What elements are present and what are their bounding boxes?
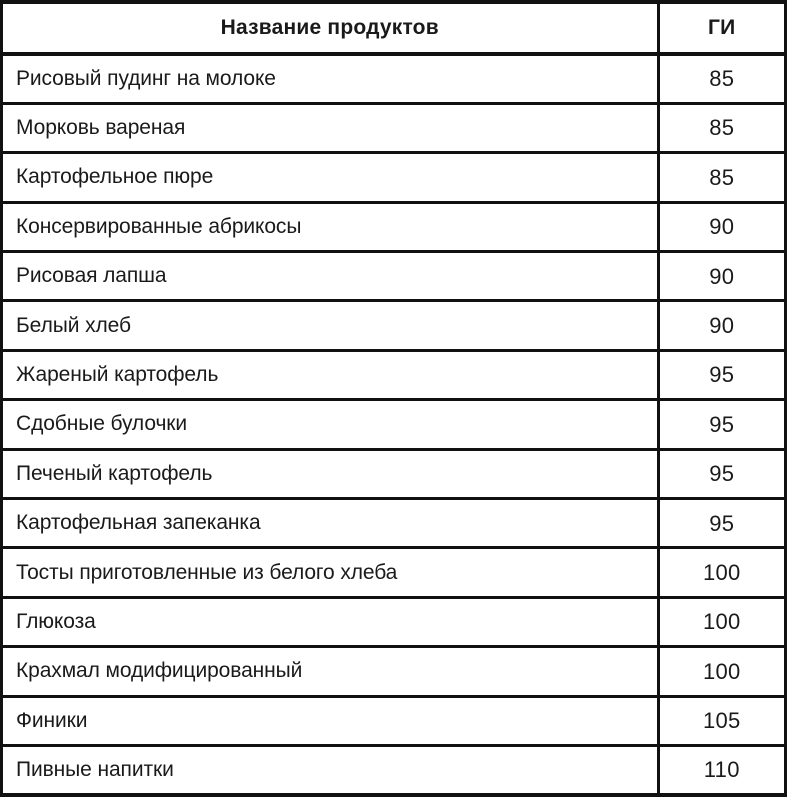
- table-row: [2, 252, 786, 301]
- cell-product-name: Картофельное пюре: [2, 153, 659, 202]
- cell-gi-value: 85: [658, 153, 786, 202]
- cell-product-name: Морковь вареная: [2, 103, 659, 152]
- cell-gi-value: 95: [658, 499, 786, 548]
- cell-gi-value: 85: [658, 103, 786, 152]
- table-row: [2, 449, 786, 498]
- cell-gi-value: 100: [658, 597, 786, 646]
- cell-gi-value: 95: [658, 350, 786, 399]
- cell-product-name: Рисовый пудинг на молоке: [2, 54, 659, 103]
- cell-gi-value: 105: [658, 696, 786, 745]
- column-header-gi: ГИ: [658, 2, 786, 54]
- table-header-row: [2, 2, 786, 54]
- cell-product-name: Жареный картофель: [2, 350, 659, 399]
- cell-product-name: Рисовая лапша: [2, 252, 659, 301]
- table-row: [2, 548, 786, 597]
- table-row: [2, 202, 786, 251]
- table-row: [2, 499, 786, 548]
- cell-product-name: Крахмал модифицированный: [2, 647, 659, 696]
- table-row: [2, 696, 786, 745]
- cell-gi-value: 110: [703, 757, 740, 783]
- cell-product-name: Пивные напитки: [2, 745, 659, 794]
- cell-product-name: Печеный картофель: [2, 449, 659, 498]
- cell-gi-value: 100: [658, 647, 786, 696]
- cell-product-name: Финики: [2, 696, 659, 745]
- table-row: [2, 350, 786, 399]
- table-row: [2, 103, 786, 152]
- table-row: [2, 400, 786, 449]
- table-row: [2, 301, 786, 350]
- cell-gi-value: 95: [658, 449, 786, 498]
- table-row: [2, 54, 786, 103]
- cell-product-name: Тосты приготовленные из белого хлеба: [2, 548, 659, 597]
- table-row: [2, 597, 786, 646]
- cell-product-name: Глюкоза: [2, 597, 659, 646]
- table-row: [2, 745, 786, 794]
- cell-product-name: Сдобные булочки: [2, 400, 659, 449]
- cell-gi-value: 95: [658, 400, 786, 449]
- cell-product-name: Белый хлеб: [2, 301, 659, 350]
- cell-product-name: Консервированные абрикосы: [2, 202, 659, 251]
- table-row: [2, 153, 786, 202]
- cell-gi-value: 90: [658, 301, 786, 350]
- cell-gi-value: 85: [658, 54, 786, 103]
- cell-product-name: Картофельная запеканка: [2, 499, 659, 548]
- table-row: [2, 647, 786, 696]
- cell-gi-value: 90: [658, 202, 786, 251]
- column-header-product-name: Название продуктов: [2, 2, 659, 54]
- cell-gi-value: 100: [658, 548, 786, 597]
- table-body: [2, 54, 786, 795]
- cell-gi-value: 90: [658, 252, 786, 301]
- table-header: [2, 2, 786, 54]
